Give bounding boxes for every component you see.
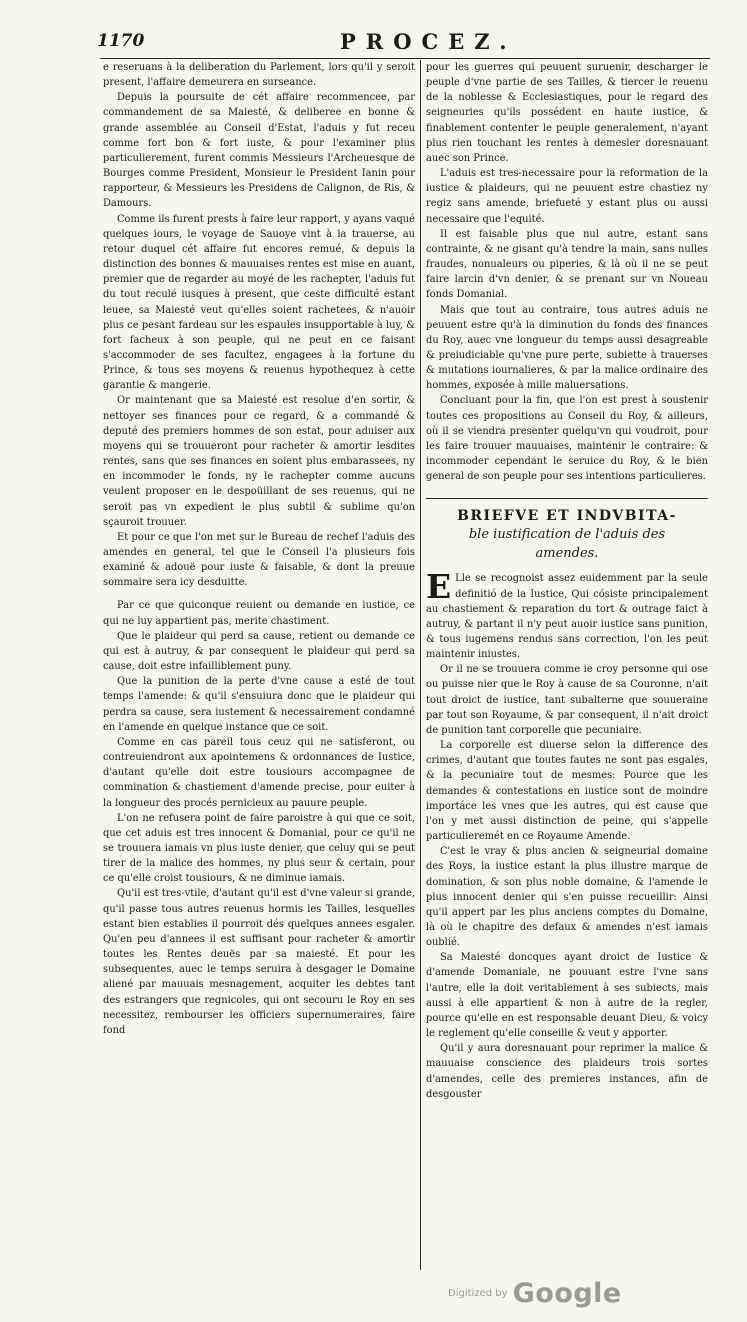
section-title-line2: ble iustification de l'aduis des bbox=[468, 527, 666, 543]
first-paragraph-text: Lle se recognoist assez euidemment par la seule definitió de la Iustice, Qui cósiste principalement au chastiement & reparation du tort & outrage faict à autruy, & partant il n'y peut auoir iustice sans punition, & tous iugemens rendus sans correction, l'on les peut maintenir iniustes. bbox=[426, 573, 708, 661]
digitized-watermark bbox=[448, 1278, 622, 1309]
left-paragraph: Par ce que quiconque reuient ou demande en iustice, ce qui ne luy appartient pas, merite chastiment. bbox=[103, 600, 415, 627]
column-divider bbox=[420, 60, 421, 1270]
left-paragraph: Et pour ce que l'on met sur le Bureau de rechef l'aduis des amendes en general, tel que le Conseil l'a plusieurs fois examiné & adouë pour iuste & faisable, & dont la preuue sommaire sera icy desduitte. bbox=[103, 531, 415, 589]
right-paragraph: Il est faisable plus que nul autre, estant sans contrainte, & ne gisant qu'à tendre la main, sans nulles fraudes, nonualeurs ou piperies, & là où il ne se peut faire larcin d'vn denier, & se prenant sur vn Noueau fonds Domanial. bbox=[426, 228, 708, 301]
left-paragraph: e reseruans à la deliberation du Parlement, lors qu'il y seroit present, l'affaire demeurera en surseance. bbox=[103, 62, 415, 89]
running-head: PROCEZ. bbox=[340, 29, 517, 54]
drop-cap: E bbox=[426, 567, 452, 607]
left-paragraph: Comme en cas pareil tous ceuz qui ne satisferont, ou contreuiendront aux apointemens & ordonnances de Iustice, d'autant qu'elle doit estre tousiours accompagnee de commination & chastiement d'amende precise, pour euiter à la longueur des procés pernicieux au pauure peuple. bbox=[103, 736, 415, 809]
section-title-line3: amendes. bbox=[535, 546, 599, 562]
watermark-prefix: Digitized by bbox=[448, 1288, 508, 1299]
left-paragraph: Or maintenant que sa Maiesté est resolue d'en sortir, & nettoyer ses finances pour ce regard, & a commandé & deputé des premiers hommes de son estat, pour aduiser aux moyens qui se trouueront pour racheter & amortir lesdites rentes, sans que ses finances en soient plus embarassees, ny en incommoder le fonds, ny le rachepter comme aucuns veulent proposer en le despoüillant de ses reuenus, qui ne seroit pas vn expedient le plus subtil & sublime qu'on sçauroit trouuer. bbox=[103, 395, 415, 528]
left-paragraph: Comme ils furent prests à faire leur rapport, y ayans vaqué quelques iours, le voyage de Sauoye vint à la trauerse, au retour duquel cét affaire fut encores remué, & depuis la distinction des bonnes & mauuaises rentes est mise en auant, premier que de regarder au moyé de les rachepter, l'aduis fut du tout reculé iusques à present, que ceste difficulté estant leuee, sa Maiesté veut qu'elles soient rachetees, & n'auoir plus ce pesant fardeau sur les espaules insupportable à luy, & fort facheux à son peuple, qui ne peut en ce faisant s'accommoder de ses facultez, engagees à la fortune du Prince, & tous ses moyens & reuenus hypothequez à cette garantie & mangerie. bbox=[103, 213, 415, 392]
left-paragraph: Qu'il est tres-vtile, d'autant qu'il est d'vne valeur si grande, qu'il passe tous autres reuenus hormis les Tailles, lesquelles estant bien establies il pourroit dés quelques annees esgaler. Qu'en peu d'annees il est suffisant pour racheter & amortir toutes les Rentes deuës par sa maiesté. Et pour les subsequentes, auec le temps seruira à desgager le Domaine aliené par mauuais mesnagement, acquiter les debtes tant des estrangers que regnicoles, qui ont secouru le Roy en ses necessitez, rembourser les officiers supernumeraires, faire fond bbox=[103, 888, 415, 1036]
section-paragraph: Qu'il y aura doresnauant pour reprimer la malice & mauuaise conscience des plaideurs trois sortes d'amendes, celle des premieres instances, afin de desgouster bbox=[426, 1043, 708, 1100]
right-paragraph: Mais que tout au contraire, tous autres aduis ne peuuent estre qu'à la diminution du fonds des finances du Roy, auec vne longueur du temps aussi desagreable & preiudiciable qu'vne pure perte, subiette à trauerses & mutations iournalieres, & par la malice ordinaire des hommes, exposée à mille maluersations. bbox=[426, 304, 708, 392]
left-column bbox=[103, 60, 415, 1038]
right-column bbox=[426, 60, 708, 1102]
right-paragraph: L'aduis est tres-necessaire pour la reformation de la iustice & plaideurs, qui ne peuuent estre chastiez ny regiz sans amende, briefueté y estant plus ou aussi necessaire que l'equité. bbox=[426, 168, 708, 225]
section-paragraph: La corporelle est diuerse selon la difference des crimes, d'autant que toutes fautes ne sont pas esgales, & la pecuniaire tout de mesmes: Pource que les demandes & contestations en iustice sont de moindre importáce les vnes que les autres, qui est cause que l'on y met aussi distinction de peine, qui s'appelle particulieremét en ce Royaume Amende. bbox=[426, 740, 708, 843]
left-paragraph: Que le plaideur qui perd sa cause, retient ou demande ce qui est à autruy, & par consequent le plaideur qui perd sa cause, doit estre infailliblement puny. bbox=[103, 630, 415, 673]
left-paragraph: Depuis la poursuite de cét affaire recommencee, par commandement de sa Maiesté, & deliberee en bonne & grande assemblée au Conseil d'Estat, l'aduis y fut receu comme fort bon & fort iuste, & pour l'examiner plus particulierement, furent commis Messieurs l'Archeuesque de Bourges comme President, Monsieur le President Ianin pour rapporteur, & Messieurs les Presidens de Calignon, de Ris, & Damours. bbox=[103, 92, 415, 210]
section-first-paragraph bbox=[426, 567, 708, 662]
right-paragraph: Concluant pour la fin, que l'on est prest à soustenir toutes ces propositions au Conseil du Roy, & ailleurs, où il se viendra presenter quelqu'vn qui voudroit, pour les faire trouuer mauuaises, maintenir le contraire: & incommoder cependant le seruice du Roy, & le bien general de son peuple pour ses intentions particulieres. bbox=[426, 395, 708, 483]
section-heading bbox=[426, 498, 708, 563]
right-paragraph: pour les guerres qui peuuent suruenir, descharger le peuple d'vne partie de ses Tailles, & tiercer le reuenu de la noblesse & Ecclesiastiques, pour le regard des seigneuries qu'ils possédent en haute iustice, & finablement contenter le peuple generalement, n'ayant plus rien touchant les rentes à demesler doresnauant auec son Prince. bbox=[426, 62, 708, 164]
section-title-line1: BRIEFVE ET INDVBITA- bbox=[457, 508, 677, 525]
section-paragraph: Or il ne se trouuera comme ie croy personne qui ose ou puisse nier que le Roy à cause de sa Couronne, n'ait tout droict de iustice, tant subalterne que souueraine par tout son Royaume, & par consequent, il n'ait droict de punition tant corporelle que pecuniaire. bbox=[426, 664, 708, 736]
header-rule bbox=[100, 58, 710, 59]
left-paragraph: Que la punition de la perte d'vne cause a esté de tout temps l'amende: & qu'il s'ensuiura donc que le plaideur qui perdra sa cause, sera iustement & necessairement condamné en l'amende en quelque instance que ce soit. bbox=[103, 676, 415, 733]
section-paragraph: C'est le vray & plus ancien & seigneurial domaine des Roys, la iustice estant la plus illustre marque de domination, & son plus noble domaine, & l'amende le plus innocent denier qui s'en puisse recueillir: Ainsi qu'il appert par les plus anciens comptes du Domaine, là où le chapitre des defaux & amendes n'est iamais oublié. bbox=[426, 846, 708, 949]
left-paragraph: L'on ne refusera point de faire paroistre à qui que ce soit, que cet aduis est tres innocent & Domanial, pour ce qu'il ne se trouuera iamais vn plus iuste denier, que celuy qui se peut tirer de la malice des hommes, ny plus seur & certain, pour ce qu'elle croist tousiours, & ne diminue iamais. bbox=[103, 812, 415, 885]
section-paragraph: Sa Maiesté doncques ayant droict de Iustice & d'amende Domaniale, ne pouuant estre l'vne sans l'autre, elle la doit veritablement à ses subiects, mais aussi à elle appartient & non à autre de la regler, pource qu'elle en est responsable deuant Dieu, & voicy le reglement qu'elle conseille & veut y apporter. bbox=[426, 952, 708, 1040]
watermark-brand: Google bbox=[512, 1278, 622, 1309]
page-number: 1170 bbox=[97, 31, 145, 51]
